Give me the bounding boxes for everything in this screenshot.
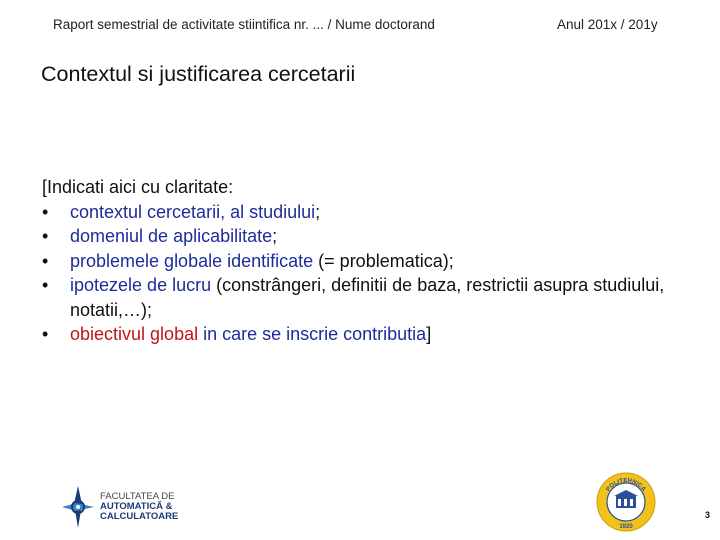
logo-line-2: AUTOMATICĂ & [100,501,173,512]
bullet-text-part: domeniul de aplicabilitate [70,226,273,246]
bullet-list [42,200,692,347]
bullet-item [42,224,692,249]
slide-title: Contextul si justificarea cercetarii [41,62,356,86]
bullet-text-part: ; [315,201,321,222]
university-seal [596,472,656,532]
bullet-text-part: (= problematica); [313,250,454,271]
page-number: 3 [705,510,711,520]
bullet-marker: • [42,324,49,344]
bullet-marker: • [42,275,49,295]
slide-content [42,175,692,347]
bullet-marker: • [42,201,49,222]
header-left-text: Raport semestrial de activitate stiintifica nr. ... / Nume doctorand [53,17,435,32]
seal-year: 1920 [619,524,633,530]
bullet-text-part: obiectivul global [70,324,199,344]
bullet-text-part: (constrângeri, definitii de baza, restrictii asupra studiului, notatii,…); [70,275,665,320]
bullet-text-part: problemele globale identificate [70,250,314,271]
logo-line-1: FACULTATEA DE [100,491,175,502]
compass-icon [60,484,96,530]
bullet-text-part: ] [426,324,432,344]
bullet-text-part: ipotezele de lucru [70,275,212,295]
logo-line-3: CALCULATOARE [100,511,179,522]
intro-line: [Indicati aici cu claritate: [42,177,234,197]
faculty-logo [60,484,180,530]
bullet-text-part: ; [272,226,278,246]
bullet-item [42,322,692,347]
bullet-item [42,273,692,322]
faculty-logo-text [100,492,178,522]
bullet-item [42,249,692,274]
bullet-marker: • [42,226,49,246]
bullet-marker: • [42,250,49,271]
bullet-text-part: contextul cercetarii, al studiului [70,201,316,222]
seal-text: POLITEHNICA [605,477,647,493]
bullet-text-part: in care se inscrie contributia [198,324,427,344]
bullet-item [42,200,692,225]
header-year-text: Anul 201x / 201y [557,17,658,32]
